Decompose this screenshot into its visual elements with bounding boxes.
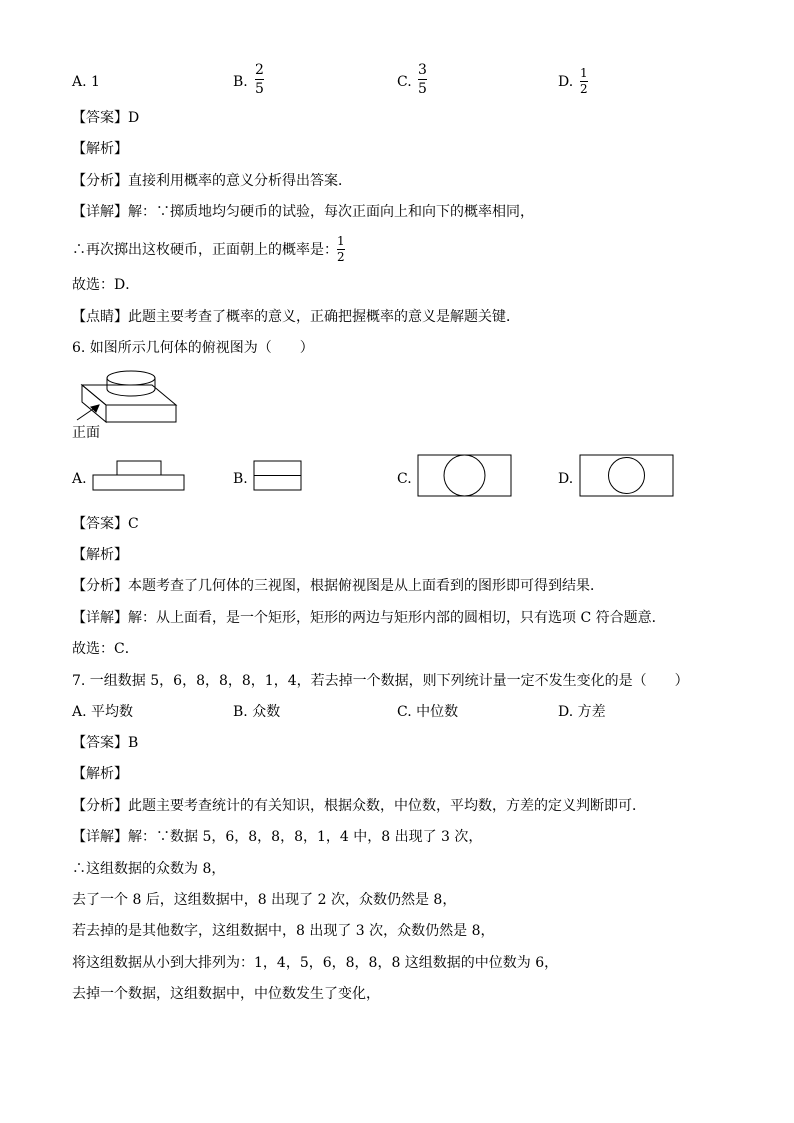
fraction-numerator: 3 [418,62,427,78]
q7-detail-line: ∴这组数据的众数为 8， [72,861,226,877]
q5-analysis-title: 【解析】 [72,141,128,157]
fraction-numerator: 1 [580,66,588,80]
option-c-fraction [418,62,427,97]
q7-detail-line: 若去掉的是其他数字，这组数据中，8 出现了 3 次，众数仍然是 8， [72,923,495,939]
fraction-bar [418,79,427,80]
q5-conclusion-fraction [337,235,345,264]
q7-option-c: C. 中位数 [397,704,459,720]
base-top-face [82,385,176,405]
q6-answer: 【答案】C [72,516,139,532]
q7-stem: 7. 一组数据 5，6，8，8，8，1，4，若去掉一个数据，则下列统计量一定不发生变化的是（ ） [72,673,689,689]
q6-option-b-label: B. [233,471,248,487]
bottom-rect [93,475,184,490]
q6-option-d-label: D. [558,471,574,487]
q7-fenxi: 【分析】此题主要考查统计的有关知识，根据众数，中位数，平均数，方差的定义判断即可． [72,798,646,814]
q5-choose: 故选：D． [72,277,140,293]
q7-detail-line: 去了一个 8 后，这组数据中，8 出现了 2 次，众数仍然是 8， [72,892,457,908]
q6-xiangjie: 【详解】解：从上面看，是一个矩形，矩形的两边与矩形内部的圆相切，只有选项 C 符合题意． [72,610,666,626]
q6-choose: 故选：C． [72,641,139,657]
q7-option-a: A. 平均数 [72,704,134,720]
q6-stem: 6. 如图所示几何体的俯视图为（ ） [72,340,314,356]
fraction-denominator: 2 [337,250,345,264]
q6-fenxi: 【分析】本题考查了几何体的三视图，根据俯视图是从上面看到的图形即可得到结果． [72,578,604,594]
fraction-denominator: 5 [255,81,264,97]
q6-option-a-label: A. [72,471,87,487]
q7-detail-line: 将这组数据从小到大排列为：1，4，5，6，8，8，8 这组数据的中位数为 6， [72,955,559,971]
q7-answer: 【答案】B [72,735,139,751]
outer-rect [418,455,511,496]
option-b-label: B. [233,74,248,90]
q7-option-b: B. 众数 [233,704,281,720]
inner-circle [444,455,485,496]
q7-detail-line: 【详解】解：∵数据 5，6，8，8，8，1，4 中，8 出现了 3 次， [72,829,483,845]
q5-conclusion-text: ∴再次掷出这枚硬币，正面朝上的概率是： [72,242,338,258]
outer-rect [580,455,673,496]
option-b-fraction [255,62,264,97]
q6-analysis-title: 【解析】 [72,547,128,563]
option-a: A. 1 [72,74,100,90]
option-d-fraction [580,67,588,96]
inner-circle [609,458,645,494]
q5-xiangjie: 【详解】解：∵掷质地均匀硬币的试验，每次正面向上和向下的概率相同， [72,204,534,220]
q7-analysis-title: 【解析】 [72,766,128,782]
option-c-label: C. [397,74,412,90]
base-front-face [106,405,176,422]
q7-detail-line: 去掉一个数据，这组数据中，中位数发生了变化， [72,986,380,1002]
fraction-numerator: 2 [255,62,264,78]
q7-option-d: D. 方差 [558,704,606,720]
cylinder-top [107,371,155,385]
q6-option-c-figure [418,455,512,497]
q5-conclusion [72,241,338,259]
q6-option-d-figure [580,455,674,497]
front-label: 正面 [72,425,100,441]
q6-option-c-label: C. [397,471,412,487]
q5-dianjing: 【点睛】此题主要考查了概率的意义，正确把握概率的意义是解题关键． [72,309,520,325]
q6-option-a-figure [93,461,185,491]
fraction-denominator: 5 [418,81,427,97]
q6-option-b-figure [254,461,302,491]
q5-fenxi: 【分析】直接利用概率的意义分析得出答案． [72,173,352,189]
top-rect [117,461,161,475]
fraction-bar [255,79,264,80]
q5-answer: 【答案】D [72,110,140,126]
base-side-face [82,385,106,422]
fraction-numerator: 1 [337,234,345,248]
option-d-label: D. [558,74,574,90]
fraction-denominator: 2 [580,82,588,96]
